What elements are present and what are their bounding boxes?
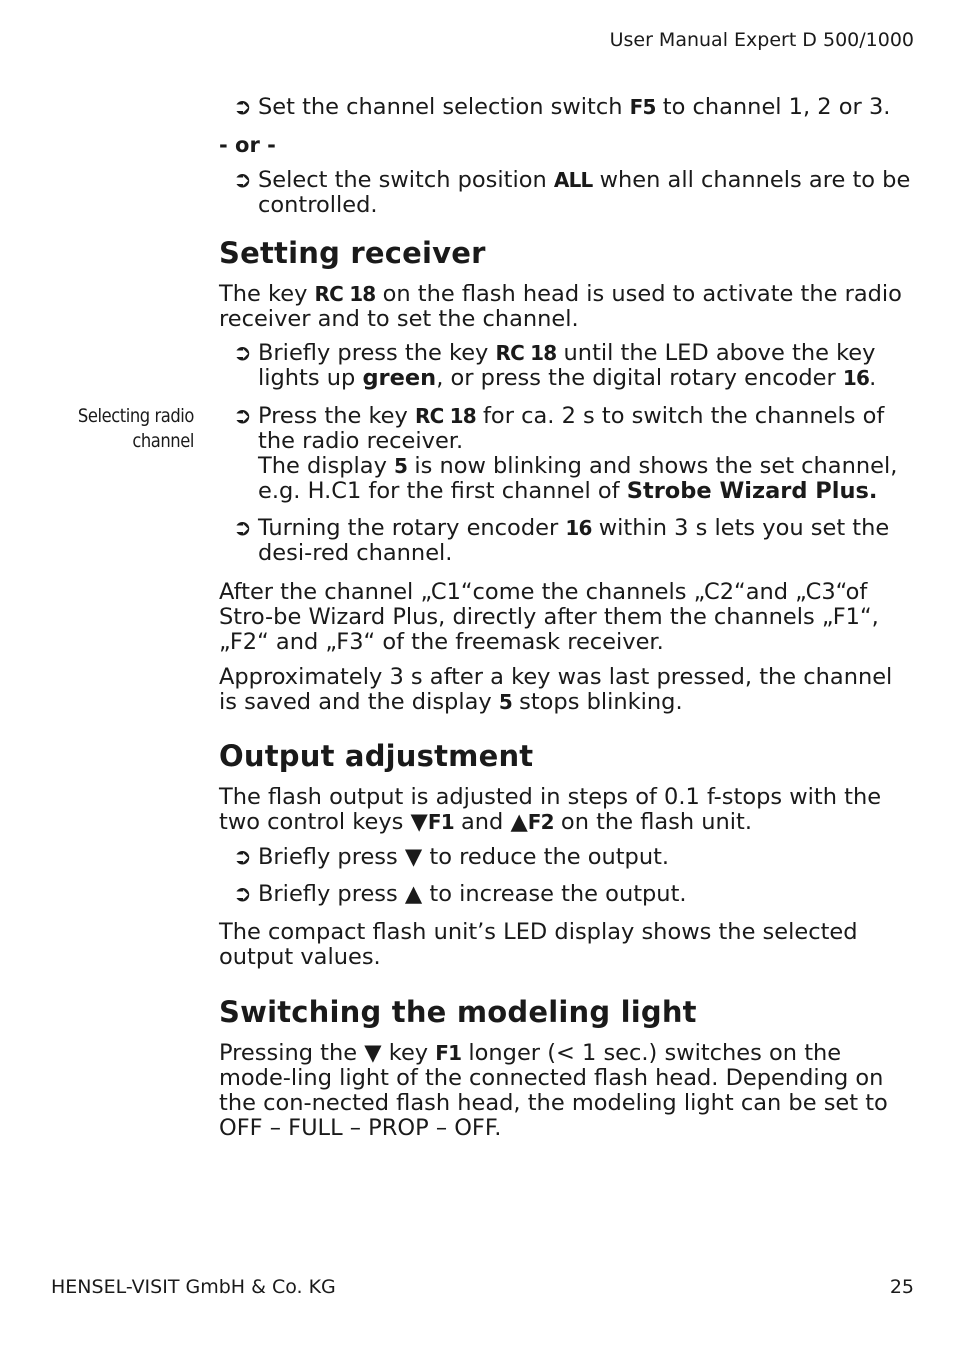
running-header: User Manual Expert D 500/1000	[609, 29, 914, 51]
paragraph: After the channel „C1“come the channels „C2“and „C3“of Stro-be Wizard Plus, directly after them the channels „F1“, „F2“ and „F3“ of the freemask receiver.	[219, 579, 879, 655]
section-heading: Switching the modeling light	[219, 995, 697, 1029]
triangle-up-icon: ▲	[510, 809, 528, 835]
page-number: 25	[889, 1276, 914, 1298]
arrow-right-icon: ➲	[233, 94, 252, 120]
arrow-right-icon: ➲	[233, 403, 252, 429]
list-item: ➲ Turning the rotary encoder 16 within 3 s lets you set the desi-red channel.	[233, 515, 890, 566]
list-item: ➲ Briefly press ▲ to increase the output.	[233, 881, 687, 907]
list-item: ➲ Briefly press the key RC 18 until the LED above the key lights up green, or press the digital rotary encoder 16.	[233, 340, 877, 391]
or-separator: - or -	[219, 133, 276, 157]
triangle-up-icon: ▲	[404, 881, 423, 907]
paragraph: The compact flash unit’s LED display shows the selected output values.	[219, 919, 858, 970]
paragraph: The flash output is adjusted in steps of 0.1 f-stops with the two control keys ▼F1 and ▲F2 on the flash unit.	[219, 784, 882, 835]
section-heading: Setting receiver	[219, 236, 486, 270]
paragraph: The key RC 18 on the flash head is used to activate the radio receiver and to set the channel.	[219, 281, 902, 332]
triangle-down-icon: ▼	[404, 844, 423, 870]
footer-company: HENSEL-VISIT GmbH & Co. KG	[51, 1276, 336, 1298]
paragraph: Pressing the ▼ key F1 longer (< 1 sec.) switches on the mode-ling light of the connected flash head. Depending on the con-nected flash head, the modeling light can be set to OFF – FULL – PROP – OFF.	[219, 1040, 888, 1141]
arrow-right-icon: ➲	[233, 844, 252, 870]
list-item: ➲ Briefly press ▼ to reduce the output.	[233, 844, 670, 870]
arrow-right-icon: ➲	[233, 340, 252, 366]
arrow-right-icon: ➲	[233, 515, 252, 541]
arrow-right-icon: ➲	[233, 881, 252, 907]
list-item: ➲ Set the channel selection switch F5 to channel 1, 2 or 3.	[233, 94, 891, 120]
section-heading: Output adjustment	[219, 739, 534, 773]
list-item: ➲ Press the key RC 18 for ca. 2 s to switch the channels of the radio receiver. The display 5 is now blinking and shows the set channel, e.g. H.C1 for the first channel of Strobe Wizard Plus.	[233, 403, 898, 504]
list-item: ➲ Select the switch position ALL when all channels are to be controlled.	[233, 167, 911, 218]
arrow-right-icon: ➲	[233, 167, 252, 193]
paragraph: Approximately 3 s after a key was last pressed, the channel is saved and the display 5 stops blinking.	[219, 664, 893, 715]
margin-note: Selecting radio channel	[77, 405, 194, 452]
triangle-down-icon: ▼	[410, 809, 428, 835]
triangle-down-icon: ▼	[364, 1040, 382, 1066]
